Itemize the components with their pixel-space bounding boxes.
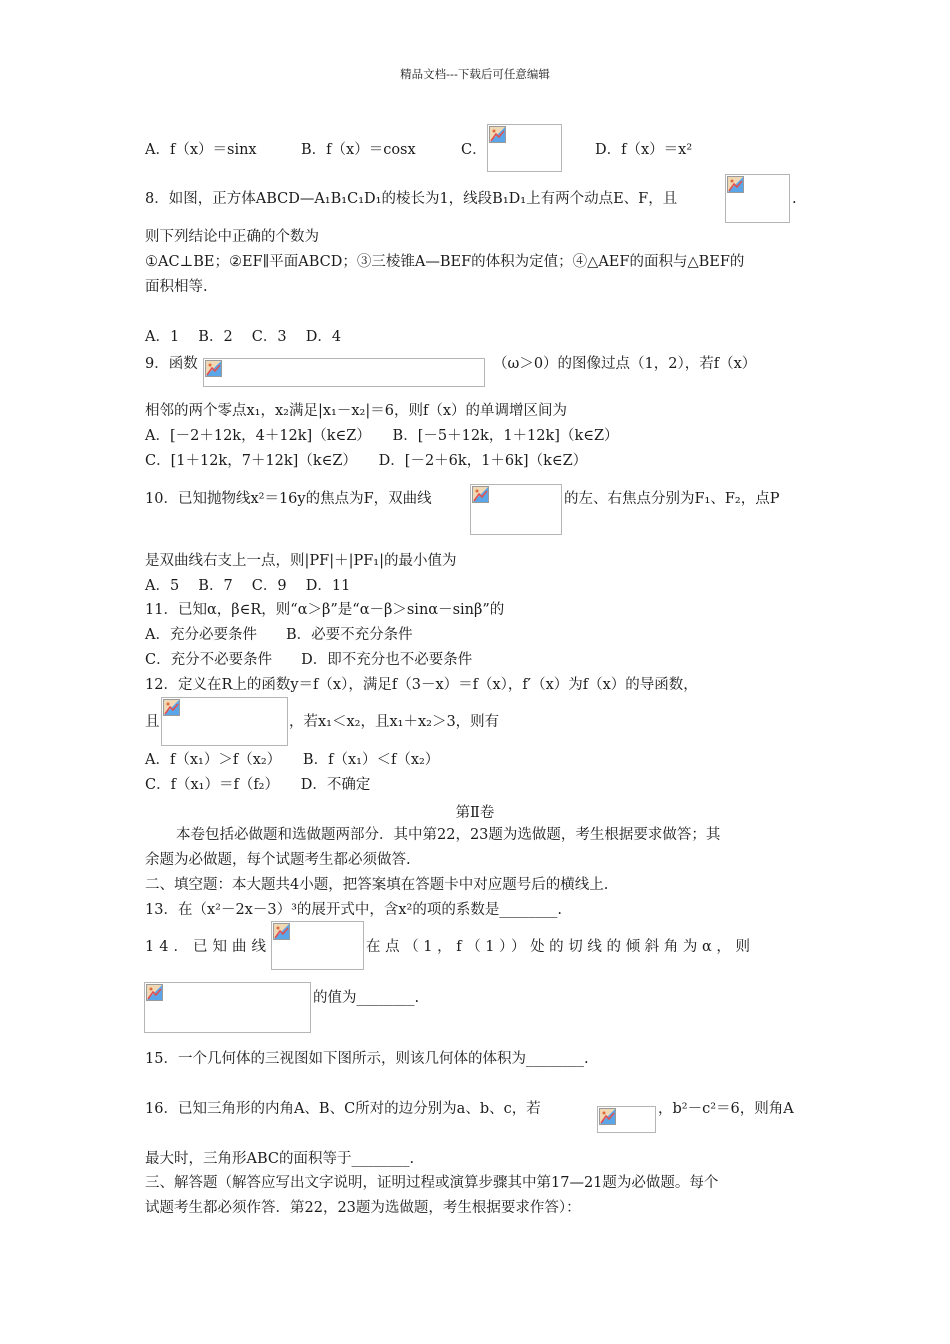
q11-options-ab: A．充分必要条件 B．必要不充分条件: [145, 627, 413, 643]
q12-options-ab: A．f（x₁）＞f（x₂） B．f（x₁）＜f（x₂）: [145, 752, 440, 768]
q8-line1: 8．如图，正方体ABCD—A₁B₁C₁D₁的棱长为1，线段B₁D₁上有两个动点E、F，且: [145, 191, 678, 207]
part2-title: 第Ⅱ卷: [455, 805, 495, 821]
broken-image-icon: [727, 176, 744, 193]
formula-image: [470, 484, 562, 535]
formula-image: [597, 1106, 656, 1133]
q8-line1-end: .: [792, 191, 797, 207]
page-header: 精品文档---下载后可任意编辑: [400, 67, 550, 81]
q9-options-ab: A．[－2＋12k，4＋12k]（k∈Z） B．[－5＋12k，1＋12k]（k∈Z）: [145, 428, 619, 444]
broken-image-icon: [205, 360, 222, 377]
section3-line2: 试题考生都必须作答．第22，23题为选做题，考生根据要求作答）：: [145, 1200, 581, 1216]
broken-image-icon: [163, 699, 180, 716]
q10-options: A．5 B．7 C．9 D．11: [145, 578, 351, 594]
broken-image-icon: [489, 126, 506, 143]
q12-options-cd: C．f（x₁）＝f（f₂） D．不确定: [145, 777, 371, 793]
q10-line1: 10．已知抛物线x²＝16y的焦点为F，双曲线: [145, 491, 432, 507]
q7-option-a: A．f（x）＝sinx: [145, 142, 257, 158]
formula-image: [725, 174, 790, 223]
q7-option-c: C．: [461, 142, 487, 158]
formula-image: [487, 124, 562, 172]
q12-line2-end: ，若x₁＜x₂，且x₁＋x₂＞3，则有: [289, 714, 500, 730]
formula-image: [271, 921, 364, 970]
broken-image-icon: [472, 486, 489, 503]
q16-line2: 最大时，三角形ABC的面积等于________.: [145, 1151, 415, 1167]
q16-line1: 16．已知三角形的内角A、B、C所对的边分别为a、b、c，若: [145, 1101, 541, 1117]
formula-image: [203, 358, 485, 387]
q9-line2: 相邻的两个零点x₁，x₂满足|x₁－x₂|＝6，则f（x）的单调增区间为: [145, 403, 567, 419]
section3-line1: 三、解答题（解答应写出文字说明，证明过程或演算步骤其中第17—21题为必做题。每个: [145, 1175, 719, 1191]
q16-line1-end: ，b²－c²＝6，则角A: [658, 1101, 794, 1117]
q14-line1-text: 14．已知曲线: [145, 939, 271, 955]
q7-option-b: B．f（x）＝cosx: [301, 142, 416, 158]
q8-line3: ①AC⊥BE；②EF∥平面ABCD；③三棱锥A—BEF的体积为定值；④△AEF的面积与△BEF的: [145, 254, 745, 270]
q8-line4: 面积相等.: [145, 279, 208, 295]
q14-line1-end: 在点（1，f（1））处的切线的倾斜角为α，则: [366, 939, 755, 955]
formula-image: [144, 982, 311, 1033]
q12-line1: 12．定义在R上的函数y＝f（x），满足f（3－x）＝f（x），f′（x）为f（x）的导函数，: [145, 677, 698, 693]
part2-intro-line2: 余题为必做题，每个试题考生都必须做答.: [145, 852, 411, 868]
broken-image-icon: [273, 923, 290, 940]
fill-in-heading: 二、填空题：本大题共4小题，把答案填在答题卡中对应题号后的横线上.: [145, 877, 609, 893]
q14-line2-end: 的值为________.: [313, 990, 420, 1006]
broken-image-icon: [146, 984, 163, 1001]
q7-option-d: D．f（x）＝x²: [595, 142, 693, 158]
formula-image: [161, 697, 288, 746]
q14-line1: [145, 938, 270, 956]
q10-line2: 是双曲线右支上一点，则|PF|＋|PF₁|的最小值为: [145, 553, 457, 569]
q9-line1: 9．函数: [145, 356, 198, 372]
q8-line2: 则下列结论中正确的个数为: [145, 229, 319, 245]
q9-line1-end: （ω＞0）的图像过点（1，2），若f（x）: [493, 356, 757, 372]
q9-options-cd: C．[1＋12k，7＋12k]（k∈Z） D．[－2＋6k，1＋6k]（k∈Z）: [145, 453, 588, 469]
q11-options-cd: C．充分不必要条件 D．即不充分也不必要条件: [145, 652, 473, 668]
q8-options: A．1 B．2 C．3 D．4: [145, 329, 342, 345]
q12-line2: 且: [145, 714, 160, 730]
q10-line1-end: 的左、右焦点分别为F₁、F₂，点P: [564, 491, 780, 507]
q13: 13．在（x²－2x－3）³的展开式中，含x²的项的系数是________.: [145, 902, 562, 918]
part2-intro-line1: 本卷包括必做题和选做题两部分．其中第22，23题为选做题，考生根据要求做答；其: [176, 827, 721, 843]
broken-image-icon: [599, 1108, 616, 1125]
q15: 15．一个几何体的三视图如下图所示，则该几何体的体积为________.: [145, 1051, 589, 1067]
q11-line1: 11．已知α，β∈R，则“α＞β”是“α－β＞sinα－sinβ”的: [145, 602, 505, 618]
